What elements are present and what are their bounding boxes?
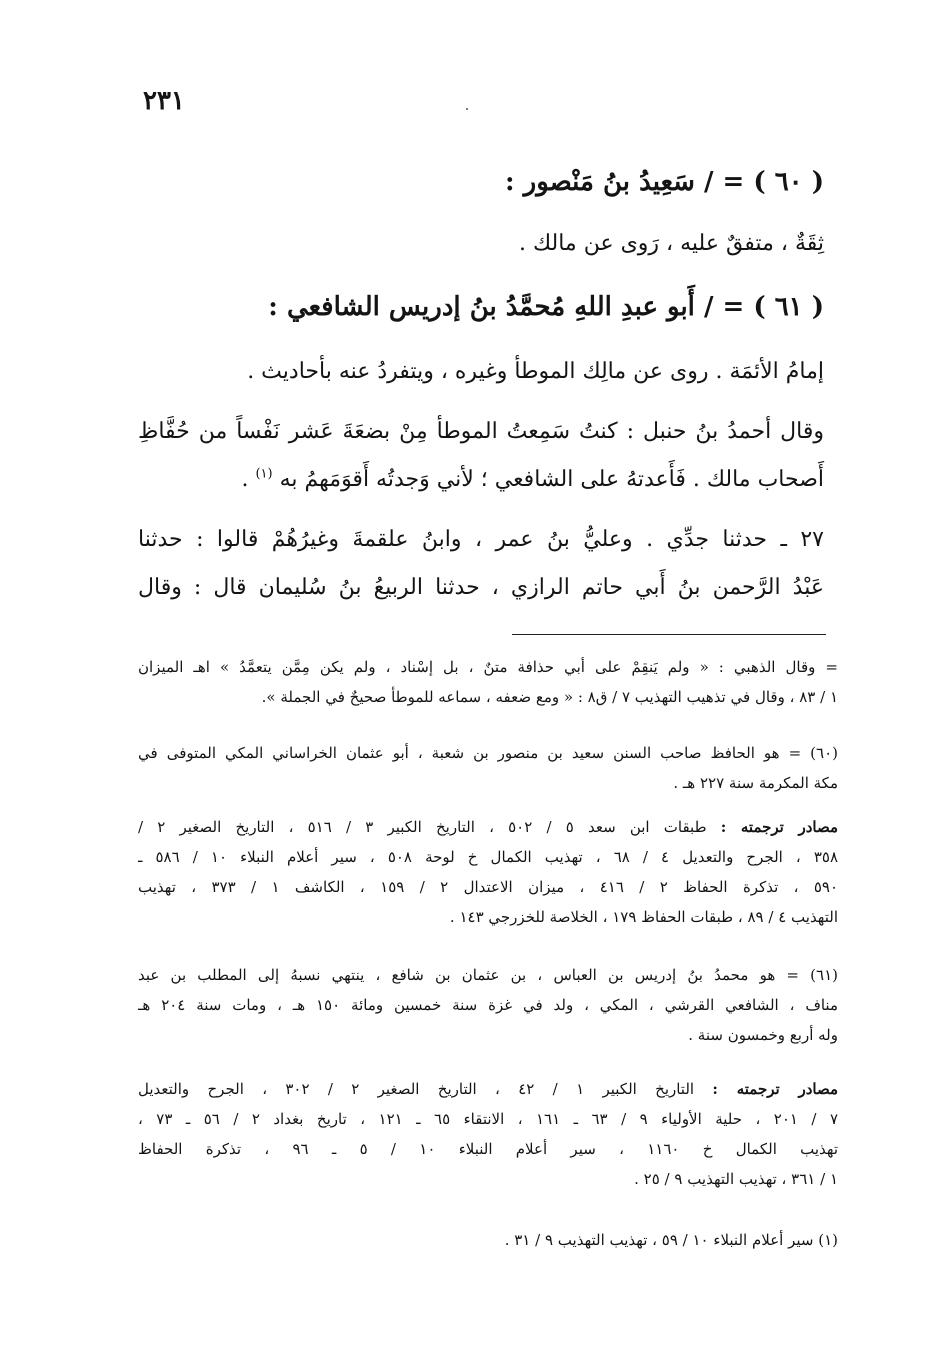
entry-61-para-2-end: . bbox=[241, 467, 249, 492]
footnote-line: التهذيب ٤ / ٨٩ ، طبقات الحفاظ ١٧٩ ، الخلاصة للخزرجي ١٤٣ . bbox=[449, 908, 838, 926]
footnote-line: ٣٥٨ ، الجرح والتعديل ٤ / ٦٨ ، تهذيب الكمال خ لوحة ٥٠٨ ، سير أعلام النبلاء ١٠ / ٥٨٦ ـ bbox=[138, 848, 838, 866]
sources-label: مصادر ترجمته : bbox=[720, 818, 838, 836]
entry-61-para-2-line-2-text: أَصحاب مالك . فَأَعدتهُ على الشافعي ؛ لأني وَجدتُه أَقوَمَهمُ به bbox=[279, 467, 824, 492]
footnote-61 bbox=[138, 960, 838, 1050]
footnote-separator bbox=[512, 634, 826, 635]
footnote-line: مكة المكرمة سنة ٢٢٧ هـ . bbox=[673, 774, 838, 792]
footnote-line: (٦١) = هو محمدُ بنُ إدريس بن العباس ، بن عثمان بن شافع ، ينتهي نسبهُ إلى المطلب بن عبد bbox=[138, 966, 838, 984]
footnote-line: ٧ / ٢٠١ ، حلية الأولياء ٩ / ٦٣ ـ ١٦١ ، الانتقاء ٦٥ ـ ١٢١ ، تاريخ بغداد ٢ / ٥٦ ـ ٧٣ ، bbox=[138, 1110, 838, 1128]
sources-text: التاريخ الكبير ١ / ٤٢ ، التاريخ الصغير ٢ / ٣٠٢ ، الجرح والتعديل bbox=[138, 1080, 713, 1098]
footnote-1 bbox=[138, 1225, 838, 1255]
footnote-line: = وقال الذهبي : « ولم يَنقِمْ على أبي حذافة متنٌ ، بل إسْناد ، ولم يكن مِمَّن يتعمَّدُ » اهـ الميزان bbox=[138, 658, 838, 676]
footnote-line: ٥٩٠ ، تذكرة الحفاظ ٢ / ٤١٦ ، ميزان الاعتدال ٢ / ١٥٩ ، الكاشف ١ / ٣٧٣ ، تهذيب bbox=[138, 878, 838, 896]
print-dot bbox=[466, 108, 468, 110]
footnote-line: (٦٠) = هو الحافظ صاحب السنن سعيد بن منصور بن شعبة ، أبو عثمان الخراساني المكي المتوفى في bbox=[138, 744, 838, 762]
entry-61-heading: ( ٦١ ) = / أَبو عبدِ اللهِ مُحمَّدُ بنُ إدريس الشافعي : bbox=[268, 292, 824, 322]
entry-61-para-2-line-2 bbox=[138, 462, 824, 498]
footnote-line: مناف ، الشافعي القرشي ، المكي ، ولد في غزة سنة خمسين ومائة ١٥٠ هـ ، ومات سنة ٢٠٤ هـ bbox=[138, 996, 838, 1014]
footnote-60-sources bbox=[138, 812, 838, 932]
entry-60-heading: ( ٦٠ ) = / سَعِيدُ بنُ مَنْصور : bbox=[505, 167, 824, 197]
footnote-line: (١) سير أعلام النبلاء ١٠ / ٥٩ ، تهذيب التهذيب ٩ / ٣١ . bbox=[504, 1231, 838, 1249]
footnote-line bbox=[138, 1074, 838, 1104]
page-number: ٢٣١ bbox=[143, 86, 185, 116]
footnote-61-sources bbox=[138, 1074, 838, 1194]
sources-text: طبقات ابن سعد ٥ / ٥٠٢ ، التاريخ الكبير ٣ / ٥١٦ ، التاريخ الصغير ٢ / bbox=[138, 818, 721, 836]
footnote-line: ١ / ٨٣ ، وقال في تذهيب التهذيب ٧ / ق٨ : « ومع ضعفه ، سماعه للموطأ صحيحٌ في الجملة ». bbox=[261, 688, 838, 706]
entry-61-para-1: إمامُ الأئمَة . روى عن مالِك الموطأ وغيره ، ويتفردُ عنه بأحاديث . bbox=[247, 359, 824, 384]
sources-label: مصادر ترجمته : bbox=[712, 1080, 838, 1098]
footnote-continuation bbox=[138, 652, 838, 712]
footnote-line: تهذيب الكمال خ ١١٦٠ ، سير أعلام النبلاء ١٠ / ٥ ـ ٩٦ ، تذكرة الحفاظ bbox=[138, 1140, 838, 1158]
narration-27-line-1: ٢٧ ـ حدثنا جدِّي . وعليُّ بنُ عمر ، وابنُ علقمةَ وغيرُهُمْ قالوا : حدثنا bbox=[138, 527, 824, 552]
narration-27-line-2: عَبْدُ الرَّحمن بنُ أَبي حاتم الرازي ، حدثنا الربيعُ بنُ سُليمان قال : وقال bbox=[138, 575, 824, 600]
entry-61-para-2-line-1: وقال أحمدُ بنُ حنبل : كنتُ سَمِعتُ الموطأ مِنْ بضعَةَ عَشر نَفْساً من حُفَّاظِ bbox=[138, 419, 824, 444]
footnote-reference-1: (١) bbox=[255, 466, 273, 482]
footnote-line: وله أربع وخمسون سنة . bbox=[688, 1026, 838, 1044]
footnote-line: ١ / ٣٦١ ، تهذيب التهذيب ٩ / ٢٥ . bbox=[634, 1170, 838, 1188]
footnote-60 bbox=[138, 738, 838, 798]
footnote-line bbox=[138, 812, 838, 842]
entry-60-text: ثِقَةٌ ، متفقٌ عليه ، رَوى عن مالك . bbox=[518, 231, 824, 256]
